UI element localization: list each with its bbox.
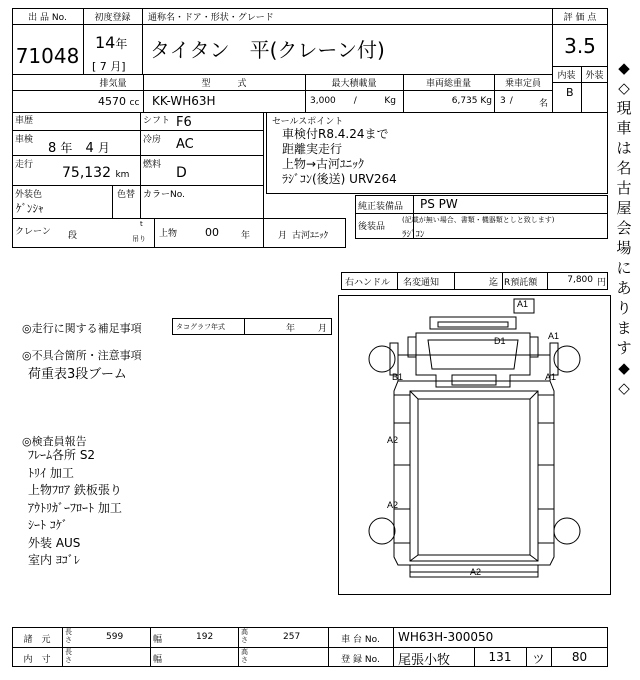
driving-notes-title: ◎走行に関する補足事項: [22, 322, 142, 335]
sales-points-label: セールスポイント: [272, 117, 344, 127]
displacement-label: 排気量: [99, 79, 127, 89]
inspector-line: ｱｳﾄﾘｶﾞｰﾌﾛｰﾄ 加工: [28, 500, 122, 515]
mileage-value: 75,132 km: [62, 165, 130, 181]
model-name-label: 通称名・ドア・形状・グレード: [148, 13, 274, 23]
upper-label: 上物: [159, 229, 178, 239]
exterior-grade-label: 外装: [585, 71, 604, 81]
inspector-line: ｼｰﾄ ｺｹﾞ: [28, 518, 68, 532]
crane-lift-label: 吊り: [132, 235, 146, 243]
displacement-value: 4570 cc: [98, 95, 140, 108]
ac-label: 冷房: [143, 135, 162, 145]
capacity-value: 3,000 / Kg: [310, 96, 396, 106]
length-label: 長さ: [65, 628, 72, 644]
first-reg-label: 初度登録: [94, 13, 131, 23]
interior-grade: B: [566, 86, 574, 99]
interior-dims-label: 内 寸: [23, 655, 51, 665]
equipment-label: 純正装備品: [358, 202, 404, 212]
name-change-label: 名変通知: [403, 278, 440, 288]
width-value: 192: [196, 632, 214, 642]
damage-mark-a1-right-front: A1: [548, 331, 560, 341]
defects-title: ◎不具合箇所・注意事項: [22, 349, 142, 362]
lot-label: 出 品 No.: [28, 13, 67, 23]
gvw-label: 車両総重量: [425, 79, 471, 89]
defect-item: 荷重表3段ブーム: [28, 367, 127, 382]
aftermarket-note: (記載が無い場合、書類・機器類としと致します): [402, 216, 555, 224]
damage-mark-a1-top: A1: [517, 299, 529, 309]
fuel-value: D: [176, 165, 187, 181]
equipment-value: PS PW: [420, 197, 458, 211]
reg-class: 131: [488, 650, 512, 664]
tachograph-year-unit: 年: [286, 324, 296, 334]
right-handle-label: 右ハンドル: [345, 278, 391, 288]
upper-maker: 古河ﾕﾆｯｸ: [292, 231, 329, 241]
capacity-label: 最大積載量: [331, 79, 377, 89]
inspector-line: ﾄﾘｲ 加工: [28, 465, 74, 480]
damage-mark-a2-side-rear: A2: [387, 500, 399, 510]
in-height-label: 高さ: [241, 648, 248, 664]
aftermarket-value: ﾗｼﾞｺﾝ: [402, 230, 425, 240]
sales-point: 車検付R8.4.24まで: [282, 127, 389, 141]
aftermarket-label: 後装品: [358, 222, 386, 232]
color-no-label: カラーNo.: [143, 190, 185, 200]
gvw-value: 6,735 Kg: [451, 96, 492, 106]
ext-color-label: 外装色: [15, 190, 43, 200]
truck-diagram: [338, 295, 611, 595]
interior-grade-label: 内装: [557, 71, 576, 81]
ac-value: AC: [176, 137, 194, 152]
recycle-label: R預託額: [504, 278, 538, 288]
crane-stage: 段: [68, 231, 78, 241]
lot-number: 71048: [15, 44, 80, 68]
upper-year-unit: 年: [241, 231, 251, 241]
tachograph-month-unit: 月: [318, 324, 328, 334]
first-reg-month: [ 7 月]: [92, 60, 126, 73]
damage-mark-a2-rear: A2: [470, 567, 482, 577]
location-banner: ◆ ◇ 現 車 は 名 古 屋 会 場 に あ り ま す ◆ ◇: [616, 59, 632, 397]
chassis-value: WH63H-300050: [398, 630, 494, 644]
inspector-line: 室内 ﾖｺﾞﾚ: [28, 553, 80, 567]
type-label: 型 式: [201, 79, 247, 89]
inspector-line: 外装 AUS: [28, 535, 81, 550]
recycle-unit: 円: [597, 278, 607, 288]
crane-label: クレーン: [15, 227, 51, 237]
model-name: タイタン 平(クレーン付): [150, 38, 385, 62]
seats-value: 3 / 名: [500, 96, 548, 109]
color-change-label: 色替: [117, 190, 136, 200]
sales-points-list: [282, 127, 397, 187]
seats-label: 乗車定員: [504, 79, 541, 89]
sales-point: 上物→古河ﾕﾆｯｸ: [282, 157, 365, 171]
fuel-label: 燃料: [143, 160, 162, 170]
history-label: 車歴: [15, 116, 34, 126]
damage-mark-b1: B1: [392, 372, 404, 382]
sales-point: ﾗｼﾞｺﾝ(後送) URV264: [282, 172, 397, 186]
score-value: 3.5: [564, 34, 596, 58]
inspector-line: 上物ﾌﾛｱ 鉄板張り: [28, 483, 122, 497]
height-value: 257: [283, 632, 301, 642]
upper-year: 00: [205, 226, 219, 239]
score-label: 評 価 点: [563, 13, 597, 23]
until-label: 迄: [489, 278, 499, 288]
mileage-label: 走行: [15, 160, 34, 170]
inspector-list: [28, 447, 122, 570]
first-reg-year: 14年: [95, 33, 128, 52]
ext-color-value: ｹﾞﾝｼｬ: [16, 202, 44, 215]
shift-label: シフト: [143, 116, 171, 126]
inspection-value: 8 年 4 月: [48, 141, 110, 156]
damage-mark-a1-right: A1: [545, 372, 557, 382]
inspector-line: ﾌﾚｰﾑ各所 S2: [28, 448, 96, 462]
registration-label: 登 録 No.: [341, 655, 380, 665]
shift-value: F6: [176, 115, 192, 130]
in-width-label: 幅: [153, 655, 163, 665]
damage-mark-d1: D1: [494, 336, 506, 346]
crane-ton-unit: t: [140, 220, 143, 228]
chassis-label: 車 台 No.: [341, 635, 380, 645]
dims-label: 諸 元: [23, 635, 51, 645]
length-value: 599: [106, 632, 124, 642]
upper-month-unit: 月: [278, 231, 288, 241]
sales-point: 距離実走行: [282, 142, 343, 156]
height-label: 高さ: [241, 628, 248, 644]
inspector-title: ◎検査員報告: [22, 435, 87, 448]
recycle-amount: 7,800: [567, 275, 593, 285]
in-length-label: 長さ: [65, 648, 72, 664]
type-value: KK-WH63H: [152, 94, 216, 108]
damage-mark-a2-side-front: A2: [387, 435, 399, 445]
tachograph-label: タコグラフ年式: [176, 323, 225, 331]
reg-kana: ツ: [532, 652, 545, 666]
inspection-label: 車検: [15, 135, 34, 145]
reg-place: 尾張小牧: [398, 653, 451, 668]
width-label: 幅: [153, 635, 163, 645]
reg-number: 80: [571, 650, 588, 664]
